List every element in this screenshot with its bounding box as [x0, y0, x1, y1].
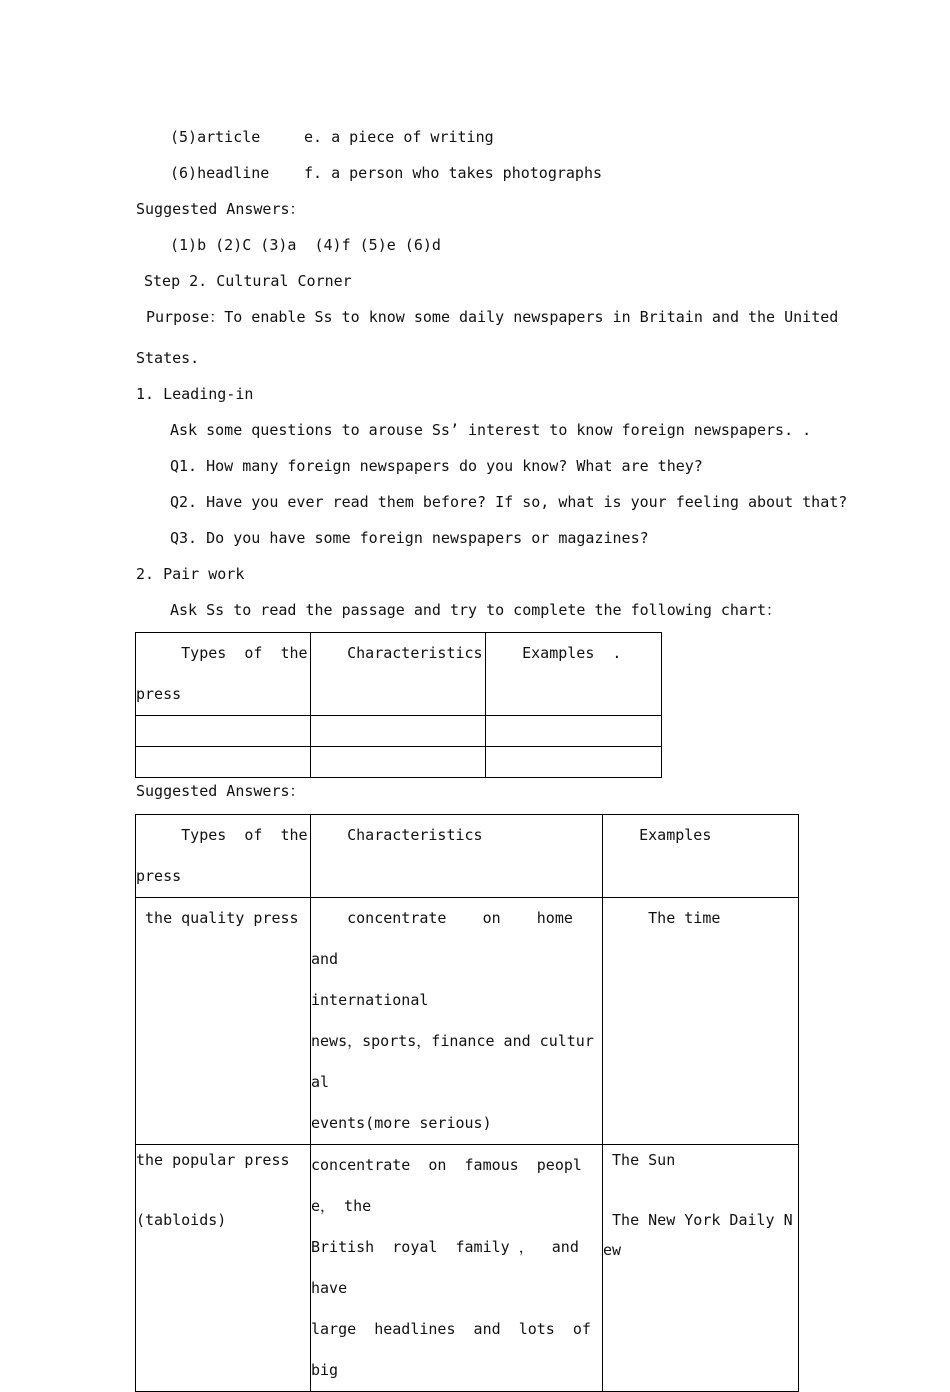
- question-2: Q2. Have you ever read them before? If so, what is your feeling about that?: [170, 493, 848, 511]
- press-type-cell: the popular press (tabloids): [136, 1145, 311, 1392]
- answer-chart-header-examples: Examples: [603, 815, 799, 898]
- blank-chart-header-characteristics: Characteristics: [311, 633, 486, 716]
- match-item-6-definition: f. a person who takes photographs: [304, 164, 603, 182]
- blank-chart-header-row: [136, 633, 662, 716]
- blank-cell[interactable]: [136, 716, 311, 747]
- blank-chart-header-type: Types of the press: [136, 633, 311, 716]
- question-3: Q3. Do you have some foreign newspapers or magazines?: [170, 529, 649, 547]
- match-item-6-word: (6)headline: [170, 164, 270, 182]
- characteristics-cell: concentrate on famous people， the British royal family ， and have large headlines and lots of big: [311, 1145, 603, 1392]
- suggested-answers-list: (1)b (2)C (3)a (4)f (5)e (6)d: [170, 236, 441, 254]
- leading-in-intro: Ask some questions to arouse Ss’ interest to know foreign newspapers. .: [170, 421, 812, 439]
- purpose-line-1: Purpose：To enable Ss to know some daily newspapers in Britain and the United: [146, 308, 839, 326]
- match-item-5-word: (5)article: [170, 128, 261, 146]
- examples-cell: The Sun The New York Daily New: [603, 1145, 799, 1392]
- suggested-answers-label-2: Suggested Answers：: [136, 782, 305, 800]
- blank-cell[interactable]: [311, 747, 486, 778]
- blank-chart-table: [135, 632, 662, 778]
- step-heading: Step 2. Cultural Corner: [144, 272, 352, 290]
- answer-chart-table: [135, 814, 799, 1392]
- characteristics-cell: concentrate on home and international news，sports，finance and cultural events(more serious): [311, 898, 603, 1145]
- blank-cell[interactable]: [136, 747, 311, 778]
- press-type-cell: the quality press: [136, 898, 311, 1145]
- answer-chart-header-type: Types of the press: [136, 815, 311, 898]
- match-item-5-definition: e. a piece of writing: [304, 128, 494, 146]
- pair-work-instruction: Ask Ss to read the passage and try to complete the following chart：: [170, 601, 782, 619]
- answer-chart-row-popular: [136, 1145, 799, 1392]
- answer-chart-header-row: [136, 815, 799, 898]
- blank-cell[interactable]: [311, 716, 486, 747]
- leading-in-heading: 1. Leading-in: [136, 385, 254, 403]
- purpose-line-2: States.: [136, 349, 200, 367]
- pair-work-heading: 2. Pair work: [136, 565, 245, 583]
- answer-chart-header-characteristics: Characteristics: [311, 815, 603, 898]
- examples-cell: The time: [603, 898, 799, 1145]
- blank-cell[interactable]: [486, 716, 662, 747]
- blank-cell[interactable]: [486, 747, 662, 778]
- blank-chart-header-examples: Examples .: [486, 633, 662, 716]
- blank-chart-row: [136, 747, 662, 778]
- blank-chart-row: [136, 716, 662, 747]
- answer-chart-row-quality: [136, 898, 799, 1145]
- suggested-answers-label: Suggested Answers：: [136, 200, 305, 218]
- question-1: Q1. How many foreign newspapers do you know? What are they?: [170, 457, 703, 475]
